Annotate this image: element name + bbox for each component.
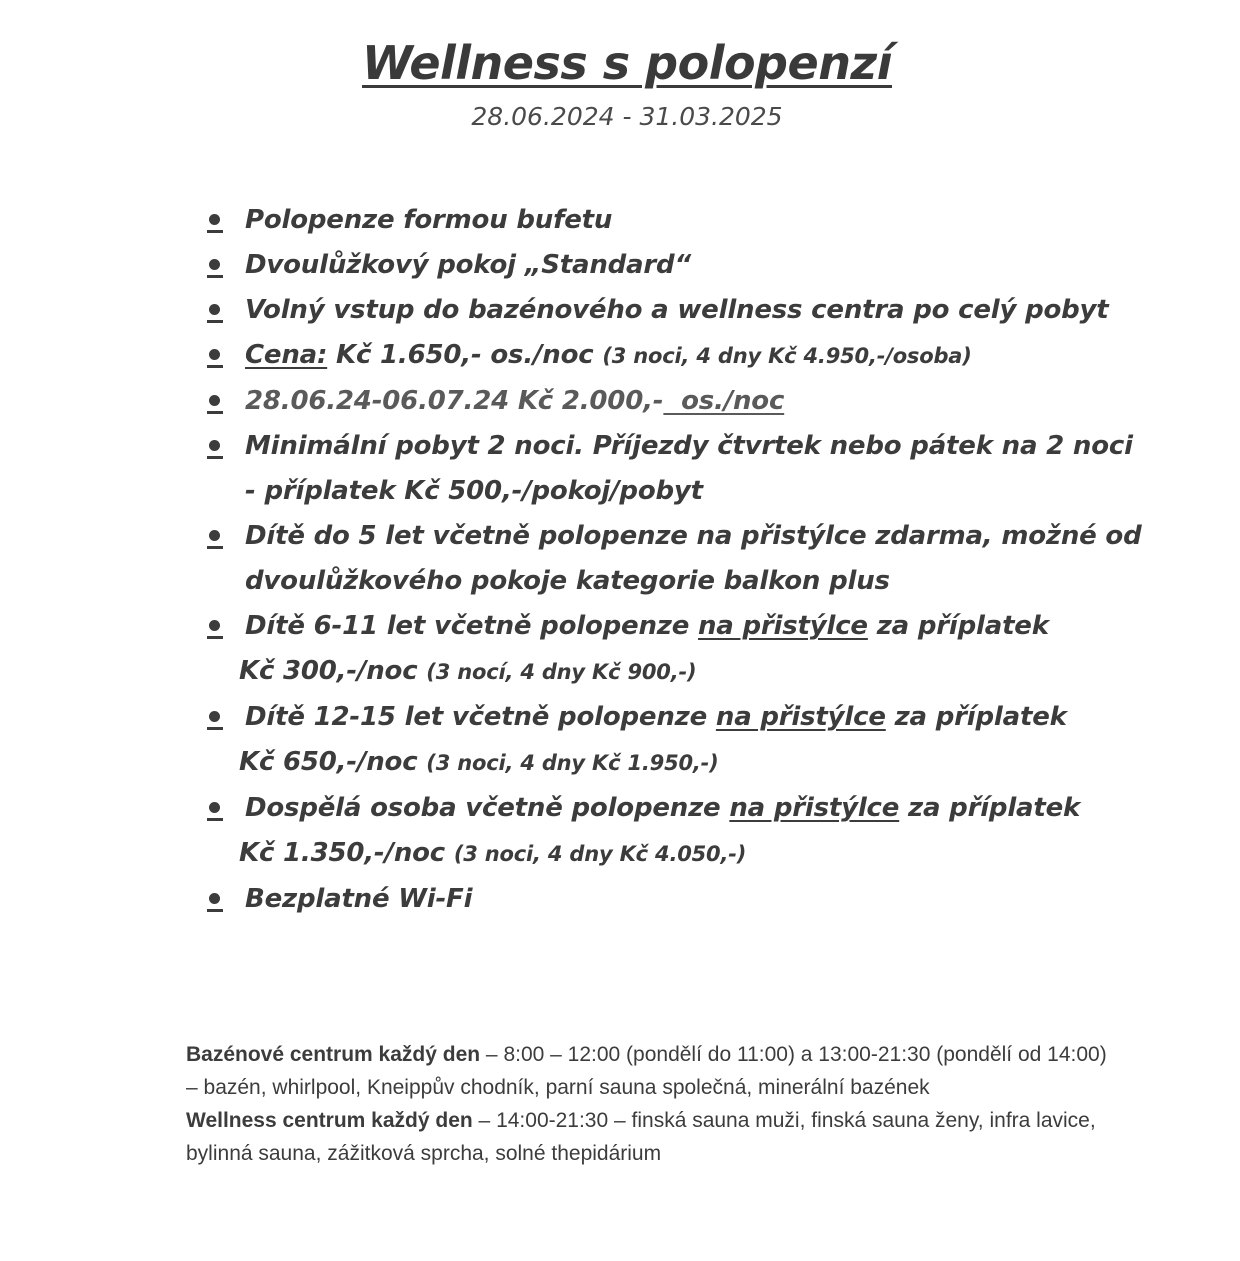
price-note: (3 noci, 4 dny Kč 4.950,-/osoba): [602, 344, 972, 368]
bullet-icon: [207, 891, 223, 913]
list-item-text: za příplatek: [867, 611, 1049, 641]
extra-bed-label: na přistýlce: [715, 702, 886, 732]
bullet-icon: [207, 800, 223, 822]
list-item: [200, 198, 1200, 243]
page-title: Wellness s polopenzí: [362, 36, 892, 90]
bullet-icon: [207, 618, 223, 640]
list-item: [200, 333, 1200, 379]
price-value: Kč 1.350,-/noc: [239, 838, 454, 868]
bullet-icon: [207, 347, 223, 369]
wellness-hours: [186, 1104, 1116, 1170]
list-item-text: Minimální pobyt 2 noci. Příjezdy čtvrtek nebo pátek na 2 noci: [245, 431, 1133, 461]
price-value: Kč 650,-/noc: [239, 747, 427, 777]
bullet-icon: [207, 212, 223, 234]
list-item-text: za příplatek: [885, 702, 1067, 732]
list-item: [200, 288, 1200, 333]
list-item-text: za příplatek: [899, 793, 1081, 823]
list-item: [200, 424, 1200, 514]
list-item-text-continued: - příplatek Kč 500,-/pokoj/pobyt: [245, 476, 703, 506]
list-item-text: Dítě do 5 let včetně polopenze na přistýlce zdarma, možné od: [245, 521, 1142, 551]
extra-bed-label: na přistýlce: [729, 793, 900, 823]
bullet-icon: [207, 438, 223, 460]
bullet-icon: [207, 528, 223, 550]
list-item: [200, 786, 1200, 877]
bullet-icon: [207, 709, 223, 731]
wellness-hours-label: Wellness centrum každý den: [186, 1109, 473, 1132]
pool-hours: [186, 1038, 1116, 1104]
price-note: (3 nocí, 4 dny Kč 900,-): [426, 660, 697, 684]
bullet-icon: [207, 302, 223, 324]
list-item-text: Polopenze formou bufetu: [245, 205, 613, 235]
list-item: [200, 379, 1200, 424]
wellness-hours-text: – 14:00-21:30 – finská sauna muži, finská sauna ženy, infra lavice, bylinná sauna, zážitková sprcha, solné thepidárium: [186, 1109, 1096, 1165]
list-item: [200, 877, 1200, 922]
bullet-icon: [207, 393, 223, 415]
list-item-text: Dítě 12-15 let včetně polopenze: [245, 702, 716, 732]
seasonal-price: 28.06.24-06.07.24 Kč 2.000,-: [245, 386, 664, 416]
extra-bed-label: na přistýlce: [698, 611, 868, 641]
price-value: Kč 300,-/noc: [239, 656, 427, 686]
price-note: (3 noci, 4 dny Kč 1.950,-): [426, 751, 719, 775]
price-note: (3 noci, 4 dny Kč 4.050,-): [453, 842, 747, 866]
pool-hours-text: – 8:00 – 12:00 (pondělí do 11:00) a 13:00-21:30 (pondělí od 14:00) – bazén, whirlpool, Kneippův chodník, parní sauna společná, minerální bazének: [186, 1043, 1107, 1099]
list-item: [200, 243, 1200, 288]
opening-hours: [186, 1038, 1116, 1170]
list-item-text: Volný vstup do bazénového a wellness centra po celý pobyt: [245, 295, 1109, 325]
price-label: Cena:: [245, 340, 328, 370]
list-item-text: Dítě 6-11 let včetně polopenze: [245, 611, 698, 641]
offer-list: [200, 198, 1200, 922]
bullet-icon: [207, 257, 223, 279]
price-value: Kč 1.650,- os./noc: [327, 340, 603, 370]
list-item-text: Bezplatné Wi-Fi: [245, 884, 473, 914]
list-item: [200, 604, 1200, 695]
list-item-text: Dvoulůžkový pokoj „Standard“: [245, 250, 691, 280]
list-item: [200, 514, 1200, 604]
list-item: [200, 695, 1200, 786]
seasonal-price-unit: os./noc: [663, 386, 785, 416]
date-range: 28.06.2024 - 31.03.2025: [471, 102, 783, 131]
list-item-text-continued: dvoulůžkového pokoje kategorie balkon plus: [245, 566, 890, 596]
pool-hours-label: Bazénové centrum každý den: [186, 1043, 481, 1066]
list-item-text: Dospělá osoba včetně polopenze: [245, 793, 730, 823]
